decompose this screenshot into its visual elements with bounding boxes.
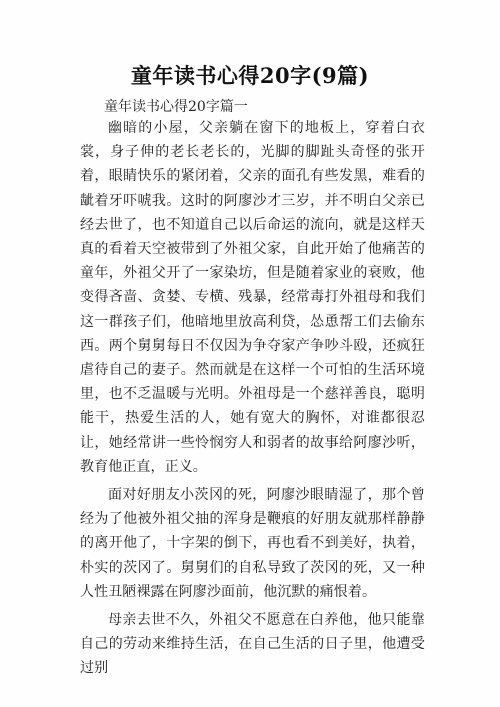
paragraph-3: 母亲去世不久，外祖父不愿意在白养他，他只能靠自己的劳动来维持生活，在自己生活的日子里，他遭受过别 <box>80 612 425 677</box>
paragraph-1: 幽暗的小屋，父亲躺在窗下的地板上，穿着白衣裳，身子伸的老长老长的，光脚的脚趾头奇怪的张开着，眼睛快乐的紧闭着，父亲的面孔有些发黑，难看的龇着牙吓唬我。这时的阿廖沙才三岁，并不明白父亲已经去世了，也不知道自己以后命运的流向，就是这样天真的看着天空被带到了外祖父家，自此开始了他痛苦的童年，外祖父开了一家染坊，但是随着家业的衰败，他变得吝啬、贪婪、专横、残暴，经常毒打外祖母和我们这一群孩子们，他暗地里放高利贷，怂恿帮工们去偷东西。两个舅舅每日不仅因为争夺家产争吵斗殴，还疯狂虐待自己的妻子。然而就是在这样一个可怕的生活环境里，也不乏温暖与光明。外祖母是一个慈祥善良，聪明能干，热爱生活的人，她有宽大的胸怀，对谁都很忍让，她经常讲一些怜悯穷人和弱者的故事给阿廖沙听，教育他正直，正义。 <box>80 120 425 475</box>
paragraph-2: 面对好朋友小茨冈的死，阿廖沙眼睛湿了，那个曾经为了他被外祖父抽的浑身是鞭痕的好朋友就那样静静的离开他了，十字架的倒下，再也看不到美好，执着，朴实的茨冈了。舅舅们的自私导致了茨冈的死，又一种人性丑陋裸露在阿廖沙面前，他沉默的痛恨着。 <box>80 487 425 600</box>
article-body <box>80 116 425 681</box>
document-title: 童年读书心得20字(9篇) <box>130 63 370 88</box>
section-heading: 童年读书心得20字篇一 <box>104 99 248 115</box>
